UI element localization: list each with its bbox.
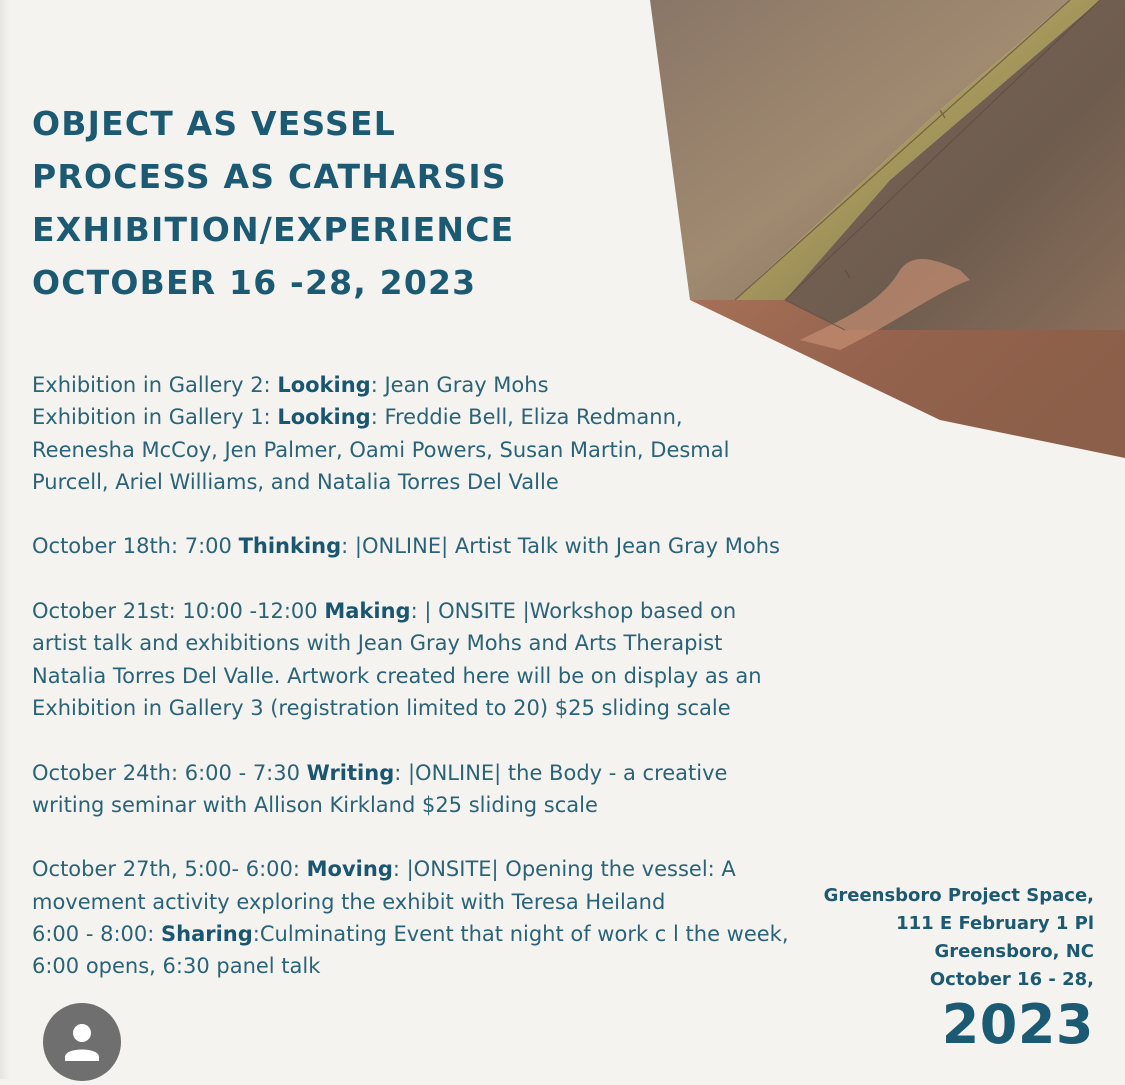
event-description: : |ONLINE| the Body - a creative writing seminar with Allison Kirkland $25 sliding scale [32, 760, 728, 817]
exhibitions-block [32, 369, 792, 498]
title-line: PROCESS AS CATHARSIS [32, 157, 507, 196]
gallery-1-label: Exhibition in Gallery 1: [32, 405, 278, 430]
event-description: : |ONLINE| Artist Talk with Jean Gray Mohs [341, 534, 780, 559]
event-keyword: Making [324, 599, 411, 624]
event-making [32, 595, 792, 724]
event-keyword: Writing [306, 760, 395, 785]
user-avatar-button[interactable] [43, 1003, 121, 1081]
exhibition-title [32, 97, 514, 309]
venue-city: Greensboro, NC [934, 941, 1094, 962]
event-description: : |ONSITE| Opening the vessel: A movement activity exploring the exhibit with Teresa Heiland [32, 857, 736, 914]
venue-info [824, 882, 1094, 1056]
event-description: :Culminating Event that night of work c l the week, 6:00 opens, 6:30 panel talk [32, 922, 789, 979]
title-line: EXHIBITION/EXPERIENCE [32, 210, 515, 249]
venue-name: Greensboro Project Space, [823, 885, 1094, 906]
event-writing [32, 757, 792, 822]
event-date: 6:00 - 8:00: [32, 922, 161, 947]
event-date: October 21st: 10:00 -12:00 [32, 599, 325, 624]
event-moving [32, 853, 792, 982]
venue-address: 111 E February 1 Pl [896, 913, 1094, 934]
title-line: OBJECT AS VESSEL [32, 104, 396, 143]
gallery-1-artists: : Freddie Bell, Eliza Redmann, Reenesha McCoy, Jen Palmer, Oami Powers, Susan Martin, Desmal Purcell, Ariel Williams, and Natalia Torres Del Valle [32, 405, 730, 494]
event-keyword: Sharing [161, 922, 253, 947]
event-keyword: Thinking [238, 534, 342, 559]
event-date: October 27th, 5:00- 6:00: [32, 857, 307, 882]
venue-year: 2023 [941, 993, 1094, 1056]
event-description: : | ONSITE |Workshop based on artist talk and exhibitions with Jean Gray Mohs and Arts Therapist Natalia Torres Del Valle. Artwork created here will be on display as an Exhibition in Gallery 3 (registration limited to 20) $25 sliding scale [32, 599, 762, 720]
page-edge-shadow [0, 0, 10, 1079]
gallery-2-keyword: Looking [277, 373, 371, 397]
event-date: October 18th: 7:00 [32, 534, 239, 559]
event-thinking [32, 530, 792, 562]
person-icon [43, 1003, 121, 1081]
gallery-1-keyword: Looking [277, 405, 371, 430]
gallery-2-artist: : Jean Gray Mohs [370, 373, 549, 397]
event-keyword: Moving [306, 857, 393, 882]
venue-dates: October 16 - 28, [929, 969, 1094, 990]
gallery-2-label: Exhibition in Gallery 2: [32, 373, 278, 397]
title-line: OCTOBER 16 -28, 2023 [32, 263, 477, 302]
event-date: October 24th: 6:00 - 7:30 [32, 760, 307, 785]
event-schedule [32, 369, 792, 1015]
